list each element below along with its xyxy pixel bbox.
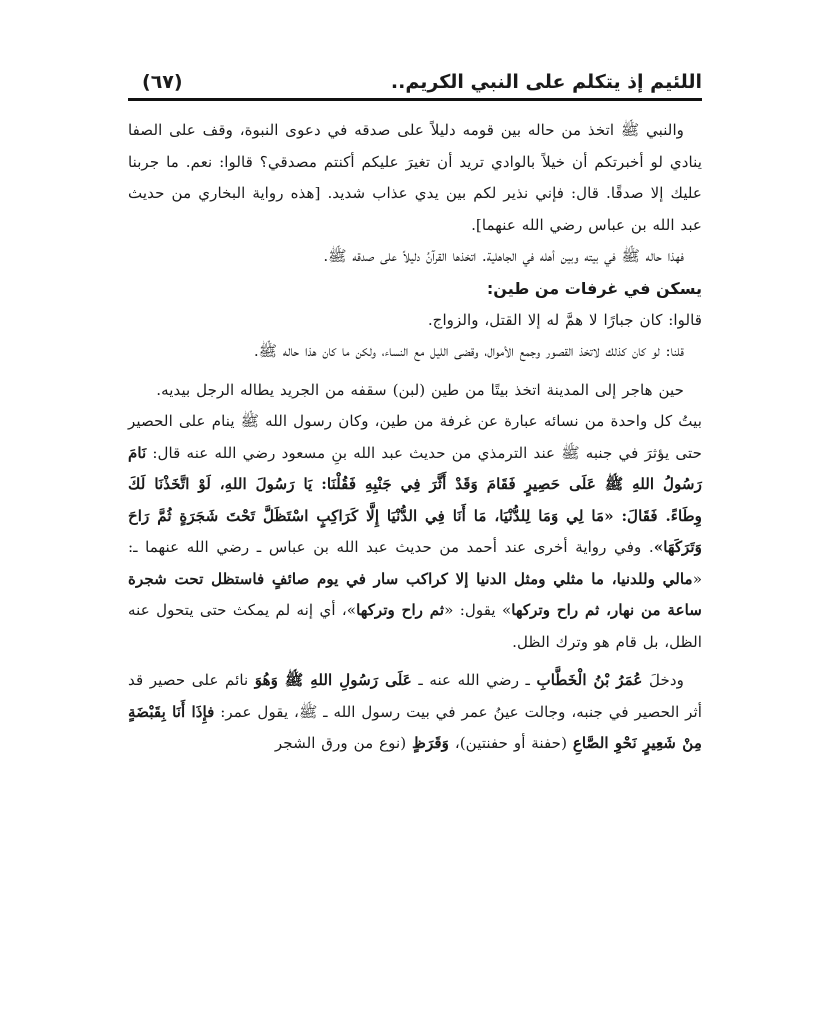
running-header — [128, 60, 702, 101]
hadith-quote: وَقَرَظٍ — [412, 734, 450, 752]
hadith-quote: مالي وللدنيا، ما مثلي ومثل الدنيا إلا كراكب سار في يوم صائفٍ فاستظل تحت شجرة ساعة من نهار، ثم راح وتركها — [128, 569, 702, 619]
paragraph-claim: قالوا: كان جبارًا لا همَّ له إلا القتل، والزواج. — [427, 310, 702, 329]
text-segment: »، أي إنه لم يمكث حتى يتحول عنه الظل، بل قام هو وترك الظل. — [128, 601, 702, 651]
text-segment: (حفنة أو حفنتين)، — [449, 734, 573, 752]
text-segment: ـ رضي الله عنه ـ — [411, 671, 537, 689]
paragraph-medina-house: حين هاجر إلى المدينة اتخذ بيتًا من طين (لبن) سقفه من الجريد يطاله الرجل بيديه. — [156, 380, 684, 399]
hadith-quote: عَلَى رَسُولِ اللهِ ﷺ وَهُوَ — [254, 671, 412, 689]
paragraph-prophet-truthfulness: والنبي ﷺ اتخذ من حاله بين قومه دليلاً على صدقه في دعوى النبوة، وقف على الصفا ينادي لو أخبرتكم أن خيلاً بالوادي تريد أن تغيرَ عليكم أكنتم مصدقي؟ قالوا: نعم. ما جربنا عليك إلا صدقًا. قال: فإني نذير لكم بين يدي عذاب شديد. [هذه رواية البخاري من حديث عبد الله بن عباس رضي الله عنهما]. — [128, 121, 702, 234]
hadith-quote: نَامَ رَسُولُ اللهِ ﷺ عَلَى حَصِيرٍ فَقَامَ وَقَدْ أَثَّرَ فِي جَنْبِهِ فَقُلْنَا: يَا رَسُولَ اللهِ، لَوْ اتَّخَذْنَا لَكَ وِطَاءً. فَقَالَ: «مَا لِي وَمَا لِلدُّنْيَا، مَا أَنَا فِي الدُّنْيَا إِلَّا كَرَاكِبٍ اسْتَظَلَّ تَحْتَ شَجَرَةٍ ثُمَّ رَاحَ وَتَرَكَهَا» — [128, 443, 702, 556]
page-number: (٦٧) — [142, 71, 183, 93]
paragraph-home-condition: فهذا حاله ﷺ في بيته وبين أهله في الجاهلية. اتخذها القرآنُ دليلاً على صدقه ﷺ. — [323, 247, 684, 265]
document-page — [128, 60, 702, 760]
text-segment: » يقول: « — [444, 601, 512, 619]
page-body — [128, 101, 702, 760]
text-segment: ودخلَ — [642, 671, 684, 689]
text-segment: بيتُ كل واحدة من نسائه عبارة عن غرفة من طين، وكان رسول الله ﷺ ينام على الحصير حتى يؤثرَ في جنبه ﷺ عند الترمذي من حديث عبد الله بنِ مسعود رضي الله عنه قال: — [128, 412, 702, 462]
section-heading: يسكن في غرفات من طين: — [486, 278, 702, 298]
hadith-quote: عُمَرُ بْنُ الْخَطَّابِ — [536, 671, 643, 689]
text-segment: (نوع من ورق الشجر — [274, 734, 412, 752]
paragraph-mat-hadith — [128, 406, 702, 658]
hadith-quote: فإِذَا أَنَا بِقَبْضَةٍ مِنْ شَعِيرٍ نَحْوِ الصَّاعِ — [128, 702, 702, 752]
text-segment: نائم على حصير قد أثر الحصير في جنبه، وجالت عينُ عمر في بيت رسول الله ـ ﷺ، يقول عمر: — [128, 671, 702, 721]
text-segment: . وفي رواية أخرى عند أحمد من حديث عبد الله بن عباس ـ رضي الله عنهما ـ: « — [128, 538, 702, 588]
paragraph-reply: قلنا: لو كان كذلك لاتخذ القصور وجمع الأموال، وقضى الليل مع النساء، ولكن ما كان هذا حاله ﷺ. — [253, 342, 684, 360]
hadith-quote: ثم راح وتركها — [356, 601, 445, 619]
paragraph-umar-visit — [128, 665, 702, 760]
header-title: اللئيم إذ يتكلم على النبي الكريم.. — [390, 71, 702, 93]
